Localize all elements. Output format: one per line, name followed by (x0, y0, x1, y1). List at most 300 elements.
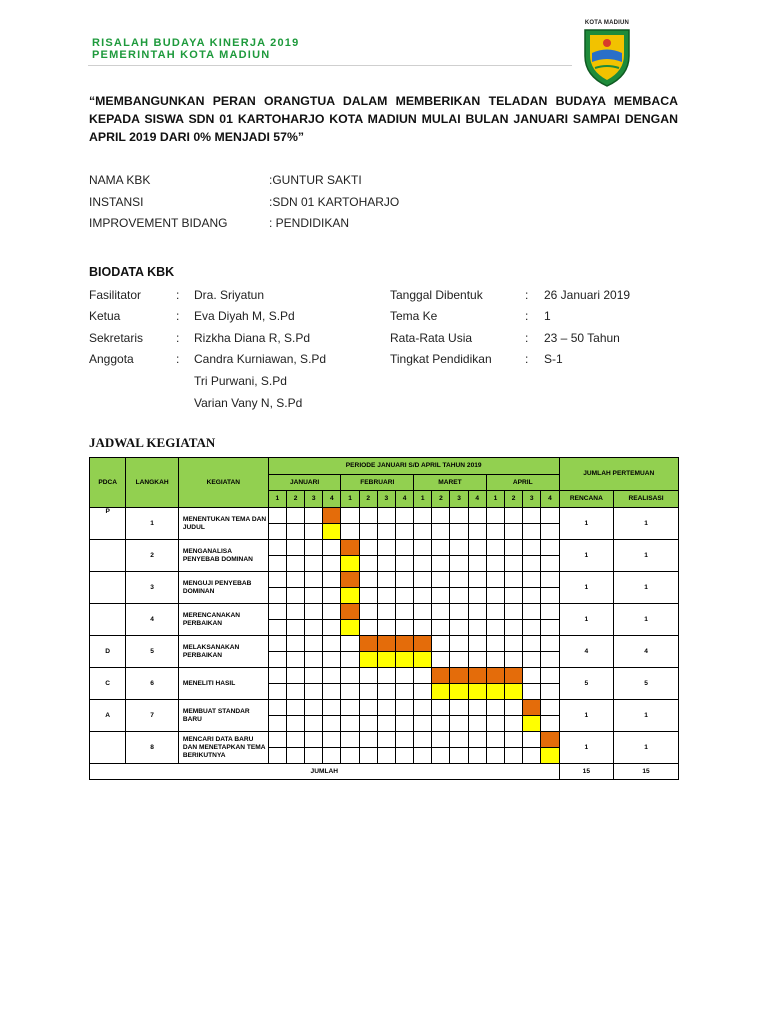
week-cell (505, 556, 523, 572)
week-cell (395, 716, 413, 732)
week-cell (505, 652, 523, 668)
week-cell (468, 524, 486, 540)
pdca-cell: A (90, 700, 126, 732)
week-cell (323, 748, 341, 764)
week-cell (505, 636, 523, 652)
pdca-cell (90, 572, 126, 604)
kbk-bidang-row (89, 216, 350, 230)
rencana-cell: 1 (559, 604, 614, 636)
week-cell (377, 716, 395, 732)
week-cell (305, 604, 323, 620)
week-cell (468, 716, 486, 732)
week-cell (450, 508, 468, 524)
week-cell (286, 652, 304, 668)
jumlah-label: JUMLAH (90, 764, 560, 780)
week-cell (268, 700, 286, 716)
week-cell (323, 572, 341, 588)
pdca-cell (90, 732, 126, 764)
week-cell (414, 572, 432, 588)
realisasi-bar (414, 652, 432, 668)
week-header: 1 (414, 491, 432, 508)
pdca-cell: D (90, 636, 126, 668)
week-cell (505, 732, 523, 748)
week-cell (286, 620, 304, 636)
week-cell (359, 668, 377, 684)
week-cell (323, 604, 341, 620)
week-cell (486, 540, 504, 556)
week-header: 4 (395, 491, 413, 508)
week-cell (541, 540, 559, 556)
plan-bar (323, 508, 341, 524)
week-cell (432, 556, 450, 572)
total-realisasi: 15 (614, 764, 679, 780)
week-cell (414, 732, 432, 748)
week-cell (450, 716, 468, 732)
week-cell (395, 588, 413, 604)
jumlah-pertemuan-header: JUMLAH PERTEMUAN (559, 458, 678, 491)
week-cell (286, 684, 304, 700)
week-cell (486, 636, 504, 652)
week-cell (323, 620, 341, 636)
week-cell (541, 588, 559, 604)
realisasi-bar (468, 684, 486, 700)
week-cell (377, 604, 395, 620)
week-cell (305, 540, 323, 556)
week-cell (395, 508, 413, 524)
week-cell (486, 508, 504, 524)
week-cell (359, 700, 377, 716)
realisasi-bar (341, 588, 359, 604)
rencana-cell: 1 (559, 508, 614, 540)
col-kegiatan-header: KEGIATAN (178, 458, 268, 508)
week-cell (432, 620, 450, 636)
week-cell (468, 620, 486, 636)
week-cell (523, 524, 541, 540)
biodata-heading: BIODATA KBK (89, 265, 175, 279)
kegiatan-cell: MELAKSANAKAN PERBAIKAN (178, 636, 268, 668)
anggota-item: Varian Vany N, S.Pd (194, 396, 303, 410)
week-cell (541, 604, 559, 620)
plan-bar (395, 636, 413, 652)
week-cell (486, 748, 504, 764)
week-cell (450, 732, 468, 748)
kbk-instansi-label: INSTANSI (89, 195, 144, 209)
week-cell (486, 572, 504, 588)
week-cell (395, 524, 413, 540)
header-line-2: PEMERINTAH KOTA MADIUN (92, 49, 271, 61)
plan-bar (523, 700, 541, 716)
plan-bar (341, 604, 359, 620)
realisasi-cell: 1 (614, 604, 679, 636)
month-februari: FEBRUARI (341, 475, 414, 491)
week-cell (486, 524, 504, 540)
week-cell (286, 508, 304, 524)
week-cell (359, 508, 377, 524)
week-cell (305, 572, 323, 588)
pendidikan-value: S-1 (544, 352, 563, 366)
week-cell (286, 572, 304, 588)
realisasi-cell: 1 (614, 732, 679, 764)
week-cell (305, 700, 323, 716)
week-cell (323, 540, 341, 556)
week-cell (523, 668, 541, 684)
week-cell (286, 540, 304, 556)
week-cell (414, 684, 432, 700)
week-cell (341, 668, 359, 684)
week-cell (323, 732, 341, 748)
kbk-bidang-value: : PENDIDIKAN (269, 216, 350, 230)
jadwal-heading: JADWAL KEGIATAN (89, 435, 216, 450)
week-cell (505, 572, 523, 588)
week-cell (523, 508, 541, 524)
week-cell (414, 556, 432, 572)
week-cell (341, 716, 359, 732)
plan-bar (432, 668, 450, 684)
langkah-cell: 3 (126, 572, 179, 604)
week-cell (505, 700, 523, 716)
month-april: APRIL (486, 475, 559, 491)
week-cell (541, 716, 559, 732)
realisasi-bar (359, 652, 377, 668)
week-cell (505, 508, 523, 524)
week-cell (523, 540, 541, 556)
week-cell (541, 556, 559, 572)
week-cell (395, 748, 413, 764)
langkah-cell: 8 (126, 732, 179, 764)
week-cell (541, 684, 559, 700)
week-cell (486, 652, 504, 668)
report-title: “MEMBANGUNKAN PERAN ORANGTUA DALAM MEMBERIKAN TELADAN BUDAYA MEMBACA KEPADA SISWA SDN 01 KARTOHARJO KOTA MADIUN MULAI BULAN JANUARI SAMPAI DENGAN APRIL 2019 DARI 0% MENJADI 57%” (89, 94, 678, 144)
week-cell (359, 620, 377, 636)
colon: : (525, 331, 529, 345)
week-cell (268, 524, 286, 540)
week-cell (414, 700, 432, 716)
week-cell (341, 748, 359, 764)
week-cell (305, 652, 323, 668)
month-maret: MARET (414, 475, 487, 491)
week-header: 2 (505, 491, 523, 508)
week-cell (505, 748, 523, 764)
week-cell (377, 620, 395, 636)
realisasi-cell: 1 (614, 700, 679, 732)
week-cell (468, 700, 486, 716)
city-emblem-icon (580, 26, 634, 88)
week-header: 4 (541, 491, 559, 508)
week-cell (414, 748, 432, 764)
week-cell (523, 652, 541, 668)
week-cell (505, 604, 523, 620)
week-cell (395, 700, 413, 716)
plan-bar (486, 668, 504, 684)
week-cell (305, 732, 323, 748)
realisasi-bar (432, 684, 450, 700)
week-cell (305, 556, 323, 572)
week-cell (523, 588, 541, 604)
week-cell (468, 636, 486, 652)
kegiatan-cell: MEMBUAT STANDAR BARU (178, 700, 268, 732)
week-header: 1 (486, 491, 504, 508)
week-cell (305, 668, 323, 684)
periode-header: PERIODE JANUARI S/D APRIL TAHUN 2019 (268, 458, 559, 475)
week-cell (432, 508, 450, 524)
week-cell (377, 572, 395, 588)
week-cell (523, 604, 541, 620)
week-cell (305, 748, 323, 764)
kegiatan-cell: MENELITI HASIL (178, 668, 268, 700)
col-pdca-header: PDCA (90, 458, 126, 508)
ketua-value: Eva Diyah M, S.Pd (194, 309, 295, 323)
week-cell (414, 588, 432, 604)
week-cell (414, 524, 432, 540)
langkah-cell: 7 (126, 700, 179, 732)
week-cell (468, 748, 486, 764)
tanggal-value: 26 Januari 2019 (544, 288, 631, 302)
week-cell (323, 652, 341, 668)
kota-madiun-logo (580, 20, 634, 90)
week-cell (541, 524, 559, 540)
week-header: 4 (468, 491, 486, 508)
tema-value: 1 (544, 309, 551, 323)
week-cell (468, 604, 486, 620)
langkah-cell: 4 (126, 604, 179, 636)
week-cell (414, 620, 432, 636)
week-header: 4 (323, 491, 341, 508)
realisasi-bar (377, 652, 395, 668)
week-cell (395, 668, 413, 684)
kbk-nama-label: NAMA KBK (89, 173, 151, 187)
week-cell (414, 668, 432, 684)
week-cell (486, 604, 504, 620)
week-cell (268, 668, 286, 684)
pdca-cell (90, 604, 126, 636)
anggota-item: Candra Kurniawan, S.Pd (194, 352, 327, 366)
plan-bar (341, 572, 359, 588)
colon: : (525, 288, 529, 302)
week-cell (359, 684, 377, 700)
week-cell (432, 748, 450, 764)
langkah-cell: 5 (126, 636, 179, 668)
week-cell (450, 588, 468, 604)
langkah-cell: 2 (126, 540, 179, 572)
week-header: 2 (286, 491, 304, 508)
week-cell (286, 716, 304, 732)
realisasi-bar (341, 556, 359, 572)
week-cell (505, 540, 523, 556)
week-cell (305, 620, 323, 636)
week-cell (268, 540, 286, 556)
colon: : (176, 288, 180, 302)
week-cell (286, 636, 304, 652)
week-cell (450, 540, 468, 556)
week-header: 2 (359, 491, 377, 508)
week-cell (468, 540, 486, 556)
week-cell (486, 700, 504, 716)
week-cell (377, 556, 395, 572)
week-cell (541, 652, 559, 668)
week-cell (541, 572, 559, 588)
week-cell (395, 604, 413, 620)
kegiatan-cell: MERENCANAKAN PERBAIKAN (178, 604, 268, 636)
week-cell (268, 636, 286, 652)
week-cell (323, 716, 341, 732)
week-cell (450, 652, 468, 668)
week-cell (359, 524, 377, 540)
week-cell (432, 540, 450, 556)
kbk-nama-row (89, 173, 362, 187)
realisasi-cell: 1 (614, 572, 679, 604)
colon: : (176, 331, 180, 345)
week-cell (486, 588, 504, 604)
kegiatan-cell: MENENTUKAN TEMA DAN JUDUL (178, 508, 268, 540)
kbk-instansi-row (89, 195, 400, 209)
week-cell (395, 684, 413, 700)
week-cell (432, 524, 450, 540)
week-cell (432, 652, 450, 668)
realisasi-header: REALISASI (614, 491, 679, 508)
week-cell (450, 524, 468, 540)
week-cell (486, 732, 504, 748)
week-cell (268, 620, 286, 636)
week-cell (377, 524, 395, 540)
week-cell (341, 652, 359, 668)
realisasi-bar (450, 684, 468, 700)
week-cell (377, 668, 395, 684)
ketua-label: Ketua (89, 309, 121, 323)
sekretaris-label: Sekretaris (89, 331, 144, 345)
week-cell (432, 716, 450, 732)
week-cell (286, 668, 304, 684)
week-cell (305, 524, 323, 540)
week-cell (305, 508, 323, 524)
week-cell (305, 636, 323, 652)
usia-value: 23 – 50 Tahun (544, 331, 620, 345)
week-cell (323, 700, 341, 716)
week-cell (268, 556, 286, 572)
week-cell (432, 636, 450, 652)
week-cell (541, 636, 559, 652)
week-header: 2 (432, 491, 450, 508)
week-cell (305, 684, 323, 700)
week-cell (468, 572, 486, 588)
colon: : (176, 352, 180, 366)
langkah-cell: 6 (126, 668, 179, 700)
week-cell (486, 620, 504, 636)
usia-label: Rata-Rata Usia (390, 331, 473, 345)
plan-bar (414, 636, 432, 652)
week-cell (323, 668, 341, 684)
pdca-cell (90, 540, 126, 572)
week-cell (286, 524, 304, 540)
week-header: 1 (268, 491, 286, 508)
week-cell (268, 604, 286, 620)
week-cell (395, 732, 413, 748)
rencana-cell: 1 (559, 572, 614, 604)
week-cell (468, 556, 486, 572)
kegiatan-cell: MENGUJI PENYEBAB DOMINAN (178, 572, 268, 604)
week-cell (450, 572, 468, 588)
week-cell (323, 684, 341, 700)
week-cell (286, 556, 304, 572)
header-divider (88, 65, 572, 66)
realisasi-cell: 4 (614, 636, 679, 668)
plan-bar (450, 668, 468, 684)
header-line-1: RISALAH BUDAYA KINERJA 2019 (92, 37, 300, 49)
colon: : (525, 309, 529, 323)
week-cell (359, 588, 377, 604)
week-header: 3 (523, 491, 541, 508)
week-cell (286, 604, 304, 620)
week-cell (432, 604, 450, 620)
week-cell (286, 748, 304, 764)
pdca-cell: P (90, 508, 126, 540)
week-cell (323, 636, 341, 652)
week-cell (377, 540, 395, 556)
kbk-nama-value: :GUNTUR SAKTI (269, 173, 362, 187)
week-cell (377, 700, 395, 716)
week-cell (541, 508, 559, 524)
realisasi-cell: 5 (614, 668, 679, 700)
plan-bar (377, 636, 395, 652)
fasilitator-value: Dra. Sriyatun (194, 288, 265, 302)
week-cell (523, 572, 541, 588)
week-cell (395, 620, 413, 636)
week-header: 3 (305, 491, 323, 508)
week-cell (268, 588, 286, 604)
week-cell (450, 700, 468, 716)
week-cell (359, 748, 377, 764)
week-cell (432, 588, 450, 604)
week-cell (377, 732, 395, 748)
anggota-label: Anggota (89, 352, 134, 366)
week-cell (505, 588, 523, 604)
week-cell (541, 700, 559, 716)
sekretaris-value: Rizkha Diana R, S.Pd (194, 331, 311, 345)
week-cell (377, 588, 395, 604)
week-cell (268, 748, 286, 764)
week-cell (268, 684, 286, 700)
week-cell (341, 732, 359, 748)
month-januari: JANUARI (268, 475, 341, 491)
week-cell (341, 636, 359, 652)
week-cell (377, 684, 395, 700)
week-cell (450, 620, 468, 636)
week-cell (414, 604, 432, 620)
rencana-header: RENCANA (559, 491, 614, 508)
week-cell (414, 540, 432, 556)
kegiatan-cell: MENCARI DATA BARU DAN MENETAPKAN TEMA BERIKUTNYA (178, 732, 268, 764)
week-cell (432, 572, 450, 588)
rencana-cell: 4 (559, 636, 614, 668)
rencana-cell: 1 (559, 700, 614, 732)
week-cell (323, 556, 341, 572)
realisasi-bar (523, 716, 541, 732)
kbk-instansi-value: :SDN 01 KARTOHARJO (269, 195, 400, 209)
week-header: 3 (377, 491, 395, 508)
week-cell (414, 508, 432, 524)
kegiatan-cell: MENGANALISA PENYEBAB DOMINAN (178, 540, 268, 572)
week-cell (341, 524, 359, 540)
week-cell (359, 732, 377, 748)
plan-bar (341, 540, 359, 556)
realisasi-bar (486, 684, 504, 700)
rencana-cell: 1 (559, 540, 614, 572)
week-cell (268, 652, 286, 668)
week-cell (541, 668, 559, 684)
week-cell (377, 508, 395, 524)
pendidikan-label: Tingkat Pendidikan (390, 352, 492, 366)
week-cell (395, 556, 413, 572)
plan-bar (468, 668, 486, 684)
